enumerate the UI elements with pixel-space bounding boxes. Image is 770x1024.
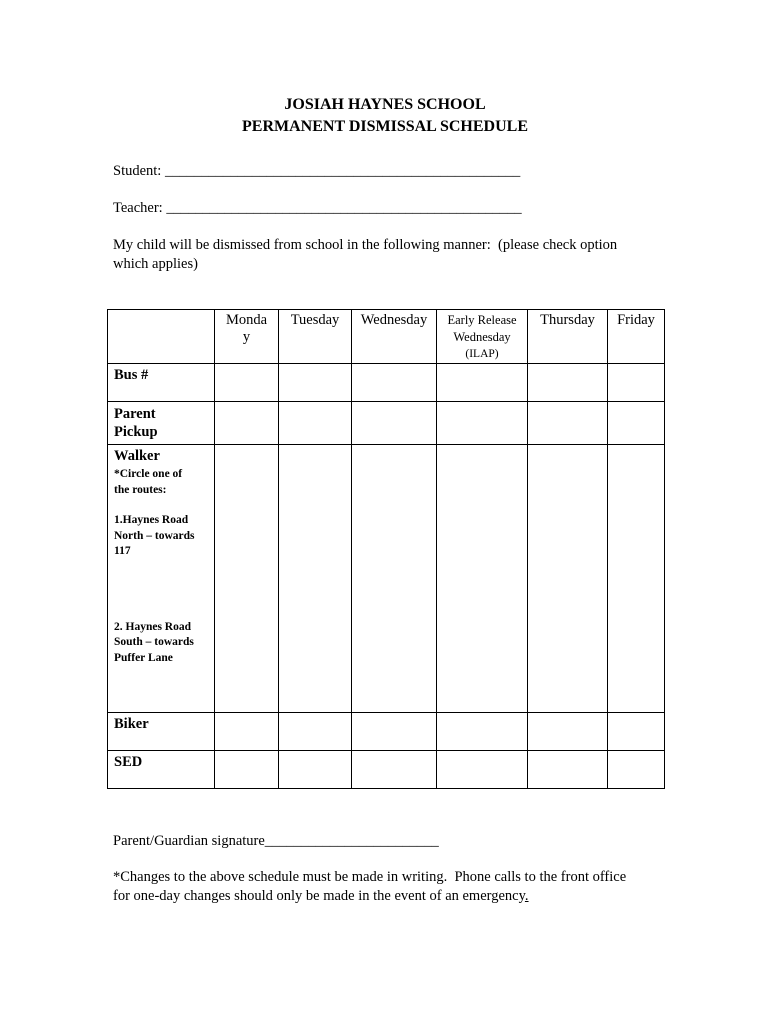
instruction-line-1: My child will be dismissed from school in the following manner: (please check option <box>113 237 618 253</box>
dismissal-schedule-table <box>107 309 665 789</box>
sed-monday-cell[interactable] <box>215 751 279 789</box>
route-2-line-3[interactable]: Puffer Lane <box>114 651 173 664</box>
header-wednesday: Wednesday <box>352 310 437 364</box>
row-walker <box>108 445 665 713</box>
bus-tuesday-cell[interactable] <box>279 364 352 402</box>
header-tuesday: Tuesday <box>279 310 352 364</box>
parent-label-2: Pickup <box>114 424 158 440</box>
monday-label-2: y <box>242 329 251 345</box>
header-friday: Friday <box>608 310 665 364</box>
route-2-line-1[interactable]: 2. Haynes Road <box>114 620 191 633</box>
monday-label-1: Monda <box>225 312 268 328</box>
biker-tuesday-cell[interactable] <box>279 713 352 751</box>
parent-tuesday-cell[interactable] <box>279 402 352 445</box>
parent-friday-cell[interactable] <box>608 402 665 445</box>
form-title <box>0 94 770 138</box>
form-name: PERMANENT DISMISSAL SCHEDULE <box>242 118 528 135</box>
header-monday <box>215 310 279 364</box>
instruction-line-2: which applies) <box>113 256 198 272</box>
header-early-release <box>437 310 528 364</box>
biker-thursday-cell[interactable] <box>528 713 608 751</box>
route-2-line-2[interactable]: South – towards <box>114 636 194 648</box>
header-row <box>108 310 665 364</box>
sed-label: SED <box>108 751 215 789</box>
school-name: JOSIAH HAYNES SCHOOL <box>284 96 486 113</box>
header-corner-cell <box>108 310 215 364</box>
row-sed <box>108 751 665 789</box>
walker-monday-cell[interactable] <box>215 445 279 713</box>
parent-early-release-cell[interactable] <box>437 402 528 445</box>
biker-label: Biker <box>108 713 215 751</box>
walker-note-2: the routes: <box>114 483 167 496</box>
sed-thursday-cell[interactable] <box>528 751 608 789</box>
early-release-label-2: Wednesday <box>453 330 511 344</box>
bus-monday-cell[interactable] <box>215 364 279 402</box>
parent-wednesday-cell[interactable] <box>352 402 437 445</box>
route-1-line-2[interactable]: North – towards <box>114 529 195 542</box>
biker-wednesday-cell[interactable] <box>352 713 437 751</box>
bus-label: Bus # <box>108 364 215 402</box>
walker-thursday-cell[interactable] <box>528 445 608 713</box>
parent-thursday-cell[interactable] <box>528 402 608 445</box>
route-1-line-1[interactable]: 1.Haynes Road <box>114 514 189 526</box>
footnote-line-1: *Changes to the above schedule must be made in writing. Phone calls to the front office <box>113 869 627 885</box>
walker-wednesday-cell[interactable] <box>352 445 437 713</box>
parent-monday-cell[interactable] <box>215 402 279 445</box>
row-parent-pickup <box>108 402 665 445</box>
bus-early-release-cell[interactable] <box>437 364 528 402</box>
route-1-line-3[interactable]: 117 <box>114 545 131 557</box>
early-release-label-3: (ILAP) <box>465 348 499 360</box>
biker-early-release-cell[interactable] <box>437 713 528 751</box>
row-bus <box>108 364 665 402</box>
walker-label-cell <box>108 445 215 713</box>
sed-early-release-cell[interactable] <box>437 751 528 789</box>
footnote-line-2-text: for one-day changes should only be made in the event of an emergency <box>113 888 525 904</box>
sed-friday-cell[interactable] <box>608 751 665 789</box>
walker-note <box>114 467 208 666</box>
parent-label-1: Parent <box>114 406 156 422</box>
bus-friday-cell[interactable] <box>608 364 665 402</box>
header-thursday: Thursday <box>528 310 608 364</box>
row-biker <box>108 713 665 751</box>
sed-tuesday-cell[interactable] <box>279 751 352 789</box>
sed-wednesday-cell[interactable] <box>352 751 437 789</box>
student-field[interactable]: Student: _________________________________________________ <box>113 163 521 179</box>
walker-tuesday-cell[interactable] <box>279 445 352 713</box>
footnote-period: . <box>524 888 529 904</box>
bus-thursday-cell[interactable] <box>528 364 608 402</box>
biker-monday-cell[interactable] <box>215 713 279 751</box>
bus-wednesday-cell[interactable] <box>352 364 437 402</box>
footnote-line-2 <box>113 888 529 905</box>
teacher-field[interactable]: Teacher: _________________________________________________ <box>113 200 522 216</box>
parent-pickup-label <box>108 402 215 445</box>
walker-note-1: *Circle one of <box>114 468 183 480</box>
signature-field[interactable]: Parent/Guardian signature________________________ <box>113 833 439 849</box>
early-release-label-1: Early Release <box>447 313 517 327</box>
biker-friday-cell[interactable] <box>608 713 665 751</box>
walker-label: Walker <box>114 448 160 464</box>
walker-friday-cell[interactable] <box>608 445 665 713</box>
walker-early-release-cell[interactable] <box>437 445 528 713</box>
